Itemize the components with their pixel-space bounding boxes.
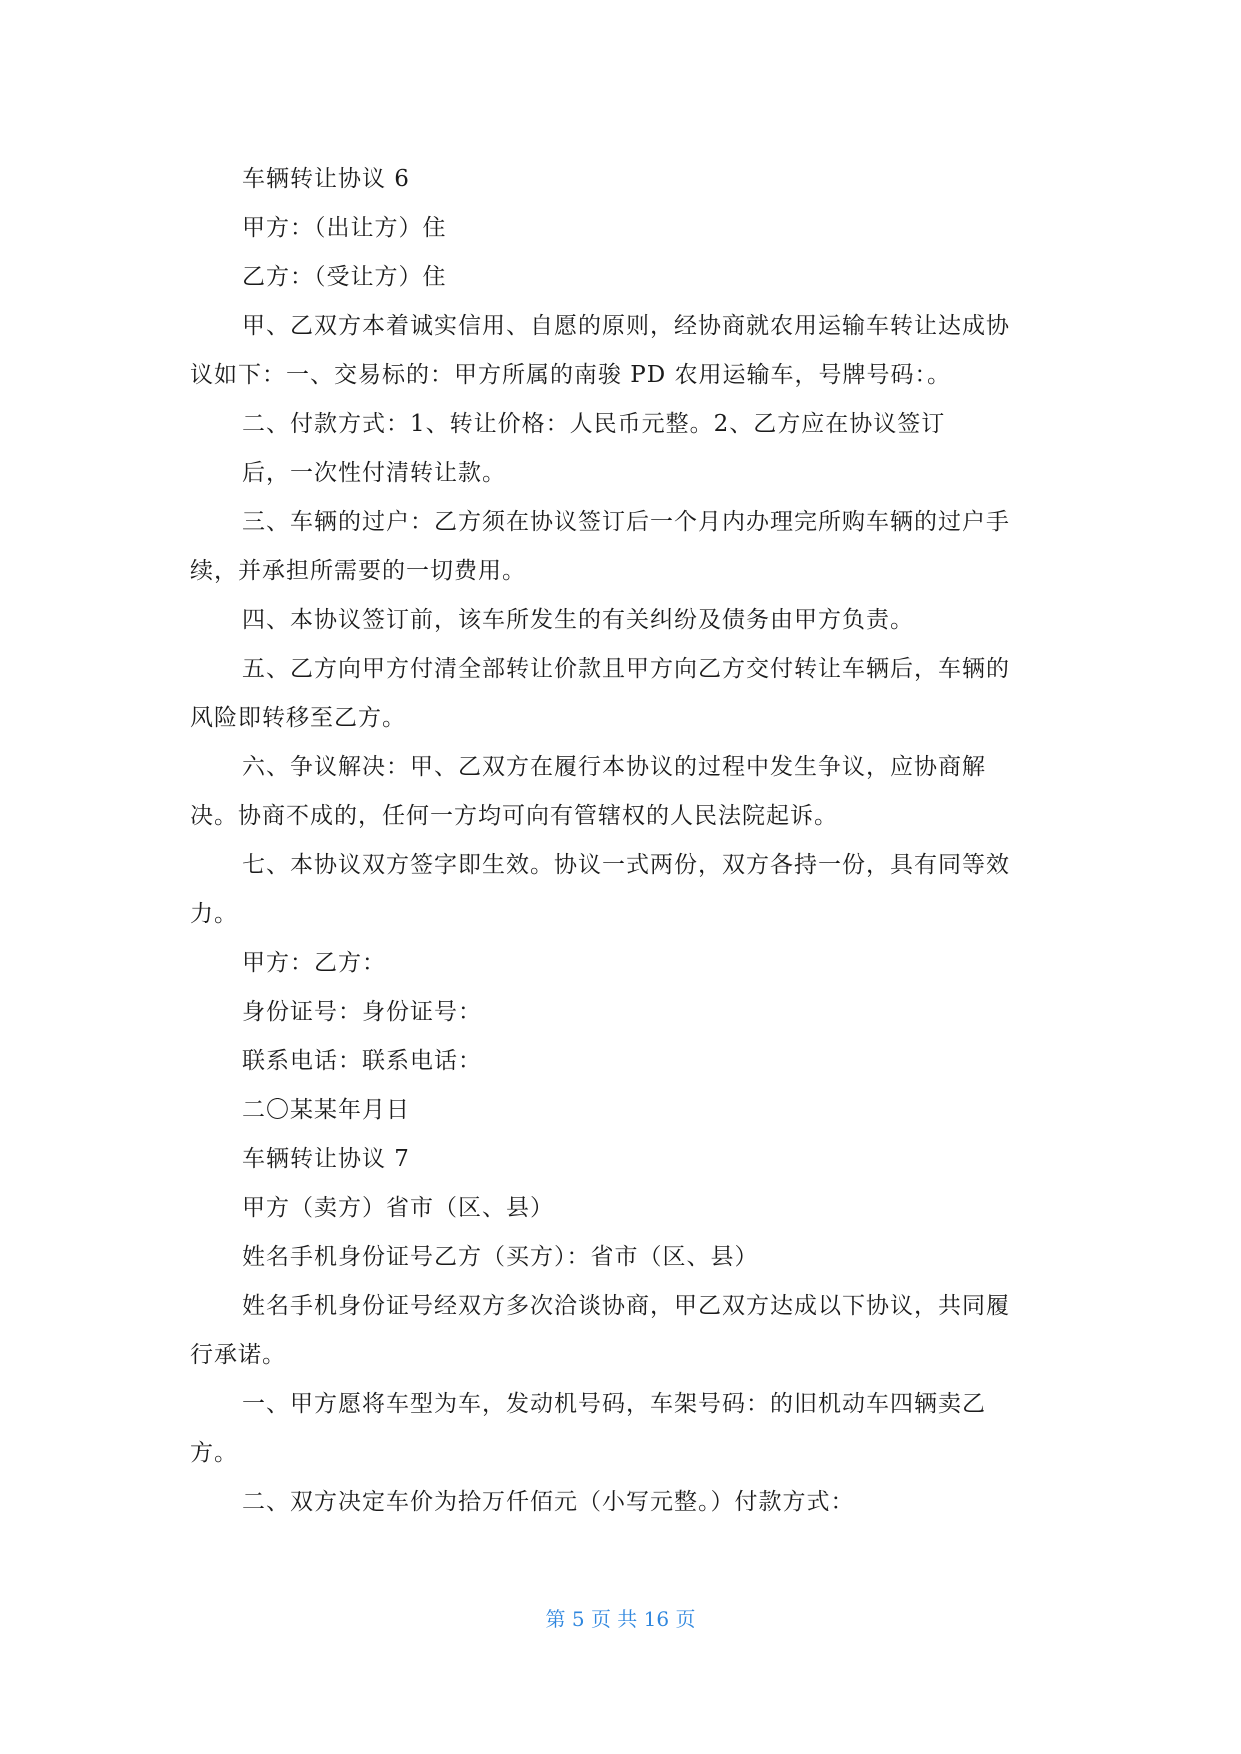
text-line: 车辆转让协议 7 xyxy=(242,1146,410,1172)
text-line: 七、本协议双方签字即生效。协议一式两份，双方各持一份，具有同等效 xyxy=(242,852,1010,878)
text-line: 二〇某某年月日 xyxy=(242,1097,410,1123)
text-line: 甲方：（出让方）住 xyxy=(242,215,447,241)
text-line: 二、双方决定车价为拾万仟佰元（小写元整。）付款方式： xyxy=(242,1489,855,1515)
text-line: 四、本协议签订前，该车所发生的有关纠纷及债务由甲方负责。 xyxy=(242,607,914,633)
text-line: 三、车辆的过户：乙方须在协议签订后一个月内办理完所购车辆的过户手 xyxy=(242,509,1010,535)
text-line: 六、争议解决：甲、乙双方在履行本协议的过程中发生争议，应协商解 xyxy=(242,754,986,780)
text-line: 身份证号：身份证号： xyxy=(242,999,482,1025)
text-line: 一、甲方愿将车型为车，发动机号码，车架号码：的旧机动车四辆卖乙 xyxy=(242,1391,986,1417)
text-line: 二、付款方式：1、转让价格：人民币元整。2、乙方应在协议签订 xyxy=(242,411,946,437)
text-line: 续，并承担所需要的一切费用。 xyxy=(190,558,526,584)
page-number-footer: 第 5 页 共 16 页 xyxy=(545,1607,696,1631)
text-line: 联系电话：联系电话： xyxy=(242,1048,482,1074)
document-body xyxy=(190,155,1050,1527)
text-line: 后，一次性付清转让款。 xyxy=(242,460,506,486)
text-line: 车辆转让协议 6 xyxy=(242,166,410,192)
text-line: 议如下：一、交易标的：甲方所属的南骏 PD 农用运输车，号牌号码：。 xyxy=(190,362,952,388)
text-line: 方。 xyxy=(190,1440,238,1466)
text-line: 甲、乙双方本着诚实信用、自愿的原则，经协商就农用运输车转让达成协 xyxy=(242,313,1010,339)
text-line: 甲方（卖方）省市（区、县） xyxy=(242,1195,554,1221)
text-line: 力。 xyxy=(190,901,238,927)
text-line: 姓名手机身份证号乙方（买方）：省市（区、县） xyxy=(242,1244,759,1270)
text-line: 五、乙方向甲方付清全部转让价款且甲方向乙方交付转让车辆后，车辆的 xyxy=(242,656,1010,682)
text-line: 风险即转移至乙方。 xyxy=(190,705,406,731)
text-line: 决。协商不成的，任何一方均可向有管辖权的人民法院起诉。 xyxy=(190,803,838,829)
text-line: 乙方：（受让方）住 xyxy=(242,264,447,290)
text-line: 行承诺。 xyxy=(190,1342,286,1368)
text-line: 甲方：乙方： xyxy=(242,950,386,976)
text-line: 姓名手机身份证号经双方多次洽谈协商，甲乙双方达成以下协议，共同履 xyxy=(242,1293,1010,1319)
